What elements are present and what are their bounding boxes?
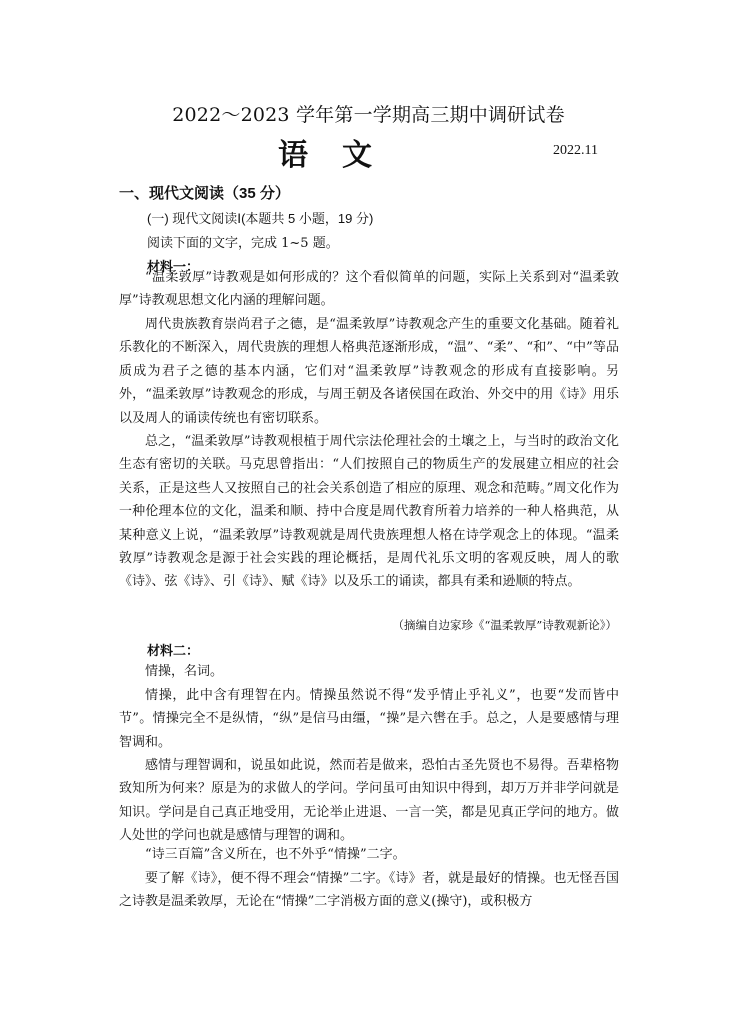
material-two-paragraph: 感情与理智调和，说虽如此说，然而若是做来，恐怕古圣先贤也不易得。吾辈格物致知所为何来？原是为的求做人的学问。学问虽可由知识中得到，却万万并非学问就是知识。学问是自己真正地受用，无论举止进退、一言一笑，都是见真正学问的地方。做人处世的学问也就是感情与理智的调和。 (119, 758, 619, 844)
material-two-paragraph: 要了解《诗》，便不得不理会“情操”二字。《诗》者，就是最好的情操。也无怪吾国之诗教是温柔敦厚，无论在“情操”二字消极方面的意义(操守)，或积极方 (119, 871, 619, 910)
sub-section-heading: (一) 现代文阅读Ⅰ(本题共 5 小题，19 分) (147, 211, 374, 226)
material-two-label: 材料二： (147, 643, 200, 658)
reading-instruction: 阅读下面的文字，完成 1~5 题。 (147, 236, 339, 251)
subject-title: 语文 (278, 138, 406, 173)
material-one-paragraph: “温柔敦厚”诗教观是如何形成的？这个看似简单的问题，实际上关系到对“温柔敦厚”诗教观思想文化内涵的理解问题。 (119, 270, 619, 309)
exam-title: 2022～2023 学年第一学期高三期中调研试卷 (172, 104, 565, 126)
material-two-paragraph: 情操，此中含有理智在内。情操虽然说不得“发乎情止乎礼义”，也要“发而皆中节”。情操完全不是纵情，“纵”是信马由缰，“操”是六辔在手。总之，人是要感情与理智调和。 (119, 688, 619, 750)
material-one-source: （摘编自边家珍《“温柔敦厚”诗教观新论》） (392, 618, 617, 632)
material-two-paragraph: “诗三百篇”含义所在，也不外乎“情操”二字。 (145, 847, 406, 862)
material-one-paragraph: 总之，“温柔敦厚”诗教观根植于周代宗法伦理社会的土壤之上，与当时的政治文化生态有密切的关联。马克思曾指出：“人们按照自己的物质生产的发展建立相应的社会关系，正是这些人又按照自己的社会关系创造了相应的原理、观念和范畴。”周文化作为一种伦理本位的文化，温柔和顺、持中合度是周代教育所着力培养的一种人格典范，从某种意义上说，“温柔敦厚”诗教观就是周代贵族理想人格在诗学观念上的体现。“温柔敦厚”诗教观念是源于社会实践的理论概括，是周代礼乐文明的客观反映，周人的歌《诗》、弦《诗》、引《诗》、赋《诗》以及乐工的诵读，都具有柔和逊顺的特点。 (119, 434, 619, 590)
material-one-paragraph: 周代贵族教育崇尚君子之德，是“温柔敦厚”诗教观念产生的重要文化基础。随着礼乐教化的不断深入，周代贵族的理想人格典范逐渐形成，“温”、“柔”、“和”、“中”等品质成为君子之德的基本内涵，它们对“温柔敦厚”诗教观念的形成有直接影响。另外，“温柔敦厚”诗教观念的形成，与周王朝及各诸侯国在政治、外交中的用《诗》用乐以及周人的诵读传统也有密切联系。 (119, 317, 619, 426)
section-heading: 一、现代文阅读（35 分） (119, 185, 290, 202)
exam-date: 2022.11 (553, 143, 598, 158)
material-one-label: 材料一： (147, 259, 200, 274)
material-two-paragraph: 情操，名词。 (145, 664, 224, 679)
